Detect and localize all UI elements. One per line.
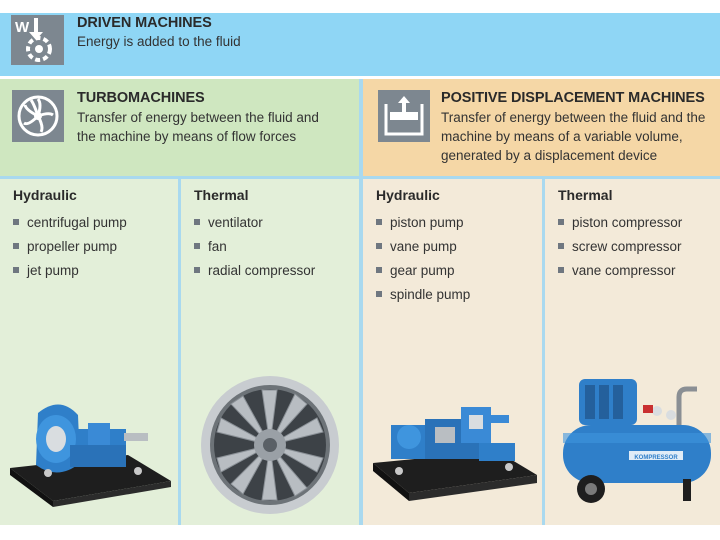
- list-item: centrifugal pump: [13, 211, 127, 235]
- turbomachines-desc-line1: Transfer of energy between the fluid and: [77, 110, 319, 125]
- bullet-icon: [558, 219, 564, 225]
- column-pd-thermal: [545, 179, 720, 525]
- piston-pump-image: [369, 397, 539, 515]
- turbomachines-section: [0, 79, 359, 176]
- list-item: piston compressor: [558, 211, 682, 235]
- list-item: jet pump: [13, 259, 127, 283]
- bullet-icon: [376, 267, 382, 273]
- turbomachines-desc-line2: the machine by means of flow forces: [77, 129, 297, 144]
- driven-machines-header: [0, 13, 720, 76]
- positive-displacement-desc-line3: generated by a displacement device: [441, 148, 658, 163]
- machine-list: [558, 211, 682, 283]
- bullet-icon: [558, 267, 564, 273]
- bullet-icon: [376, 219, 382, 225]
- driven-machines-title: DRIVEN MACHINES: [77, 15, 212, 31]
- column-turbo-thermal: [181, 179, 359, 525]
- machine-list: [194, 211, 315, 283]
- work-letter-icon: W: [15, 19, 30, 36]
- bullet-icon: [13, 243, 19, 249]
- bullet-icon: [194, 243, 200, 249]
- bullet-icon: [376, 243, 382, 249]
- axial-fan-image: [199, 374, 341, 516]
- bullet-icon: [13, 219, 19, 225]
- air-compressor-image: [559, 375, 719, 511]
- compressor-brand-label: KOMPRESSOR: [634, 455, 678, 461]
- positive-displacement-section: [363, 79, 720, 176]
- turbine-icon: [12, 90, 64, 142]
- bullet-icon: [194, 219, 200, 225]
- column-turbo-hydraulic: [0, 179, 178, 525]
- bullet-icon: [558, 243, 564, 249]
- column-heading: Hydraulic: [13, 187, 77, 203]
- centrifugal-pump-image: [8, 393, 173, 513]
- column-heading: Thermal: [194, 187, 249, 203]
- positive-displacement-title: POSITIVE DISPLACEMENT MACHINES: [441, 90, 705, 106]
- bullet-icon: [13, 267, 19, 273]
- machine-list: [376, 211, 470, 307]
- driven-machines-desc: Energy is added to the fluid: [77, 34, 241, 49]
- driven-machines-icon: [11, 15, 64, 65]
- list-item: fan: [194, 235, 315, 259]
- machine-list: [13, 211, 127, 283]
- bullet-icon: [376, 291, 382, 297]
- piston-icon: [378, 90, 430, 142]
- list-item: propeller pump: [13, 235, 127, 259]
- list-item: vane compressor: [558, 259, 682, 283]
- column-heading: Hydraulic: [376, 187, 440, 203]
- list-item: vane pump: [376, 235, 470, 259]
- list-item: radial compressor: [194, 259, 315, 283]
- column-pd-hydraulic: [363, 179, 542, 525]
- list-item: spindle pump: [376, 283, 470, 307]
- column-heading: Thermal: [558, 187, 613, 203]
- positive-displacement-desc-line1: Transfer of energy between the fluid and the: [441, 110, 706, 125]
- list-item: screw compressor: [558, 235, 682, 259]
- positive-displacement-desc-line2: machine by means of a variable volume,: [441, 129, 683, 144]
- list-item: ventilator: [194, 211, 315, 235]
- turbomachines-title: TURBOMACHINES: [77, 90, 205, 106]
- list-item: piston pump: [376, 211, 470, 235]
- bullet-icon: [194, 267, 200, 273]
- list-item: gear pump: [376, 259, 470, 283]
